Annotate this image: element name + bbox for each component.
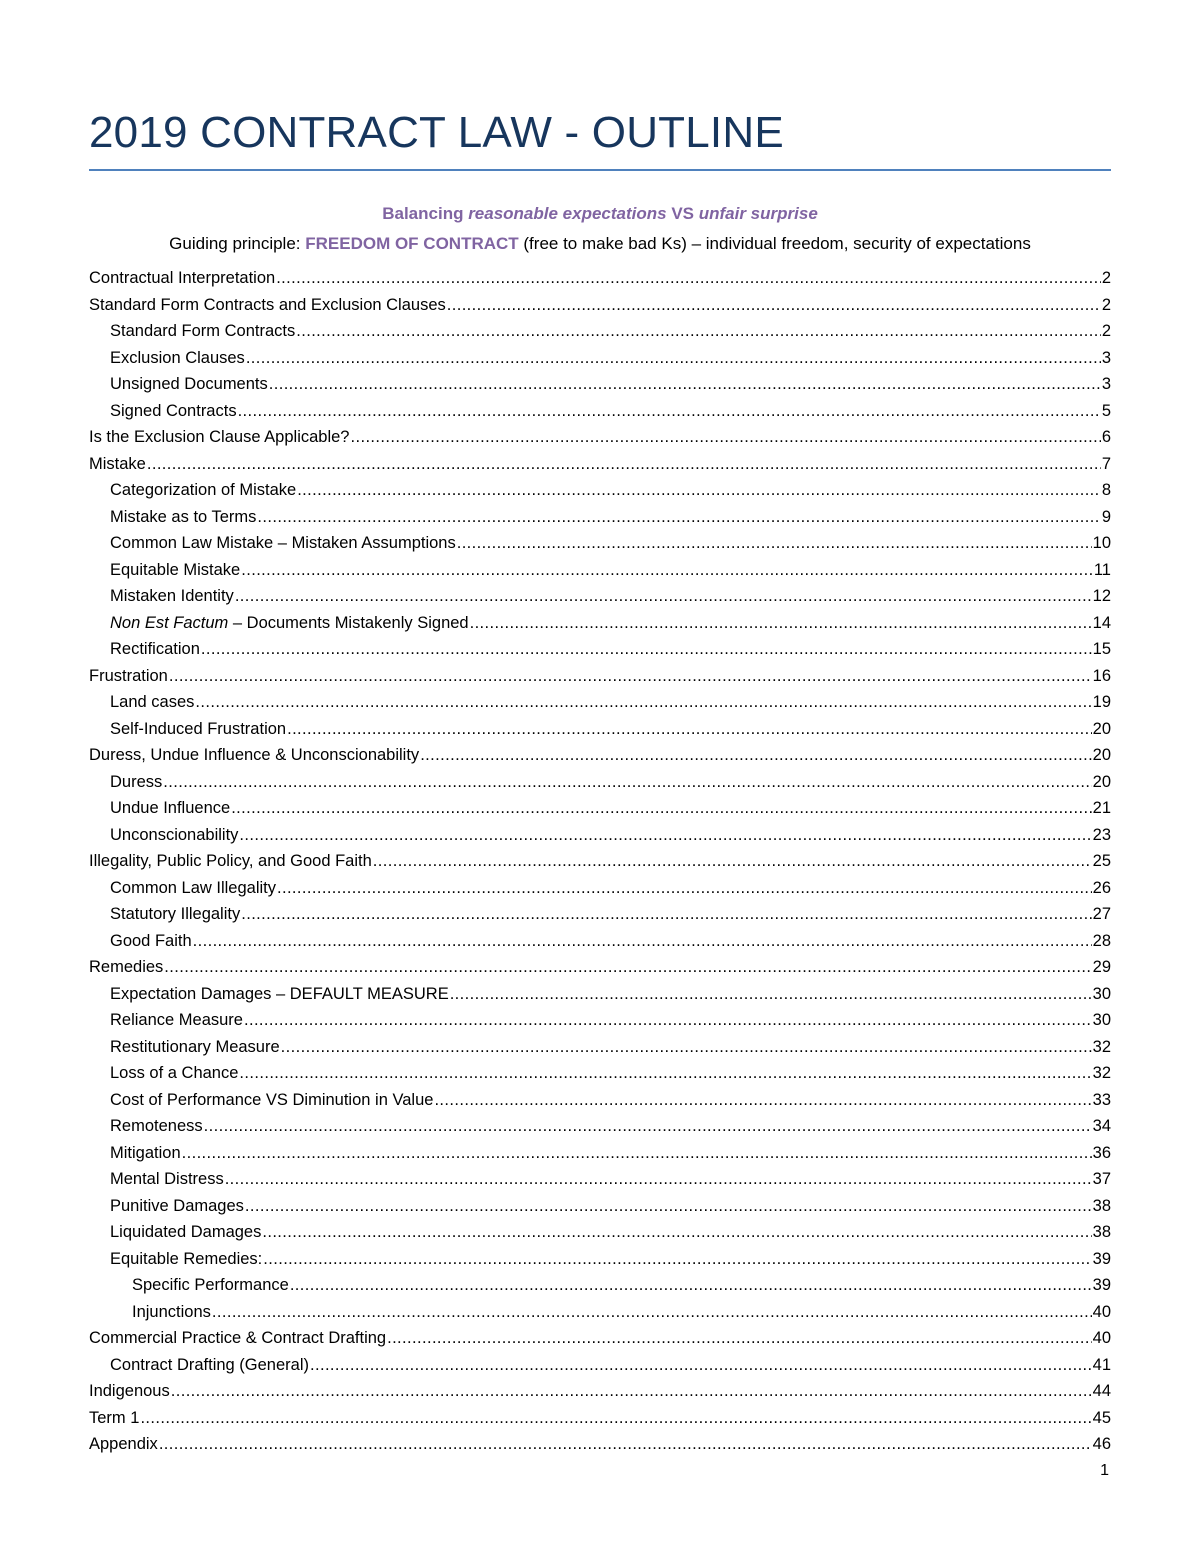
toc-entry-title[interactable] bbox=[110, 345, 245, 372]
toc-entry-title[interactable] bbox=[110, 530, 456, 557]
toc-entry-title[interactable] bbox=[89, 742, 419, 769]
toc-page-number[interactable]: 8 bbox=[1101, 481, 1111, 499]
toc-page-number[interactable]: 20 bbox=[1092, 772, 1111, 791]
page-number: 1 bbox=[1100, 1462, 1109, 1479]
toc-dot-leader bbox=[231, 795, 1091, 822]
toc-entry[interactable] bbox=[89, 1405, 1111, 1432]
toc-entry-text: Common Law Mistake – Mistaken Assumptions bbox=[110, 534, 456, 552]
toc-entry[interactable] bbox=[89, 265, 1111, 292]
toc-dot-leader bbox=[238, 398, 1101, 425]
toc-entry-title[interactable] bbox=[110, 636, 200, 663]
toc-dot-leader bbox=[263, 1246, 1091, 1273]
toc-dot-leader bbox=[193, 928, 1092, 955]
principle-accent: FREEDOM OF CONTRACT bbox=[305, 234, 519, 253]
subtitle bbox=[0, 204, 1200, 224]
toc-dot-leader bbox=[470, 610, 1092, 637]
toc-entry-title[interactable] bbox=[89, 265, 275, 292]
toc-page-number[interactable]: 12 bbox=[1092, 587, 1111, 605]
toc-entry-title[interactable] bbox=[110, 583, 234, 610]
toc-page-number[interactable]: 28 bbox=[1092, 931, 1111, 950]
toc-entry-text: Duress, Undue Influence & Unconscionability bbox=[89, 746, 420, 764]
toc-entry-title[interactable] bbox=[89, 1405, 139, 1432]
toc-entry-title[interactable] bbox=[110, 318, 295, 345]
toc-page-number[interactable]: 39 bbox=[1092, 1276, 1111, 1294]
toc-entry-title[interactable] bbox=[89, 292, 446, 319]
guiding-principle bbox=[0, 234, 1200, 254]
toc-entry-title[interactable] bbox=[89, 954, 163, 981]
toc-page-number[interactable]: 29 bbox=[1092, 958, 1111, 976]
title-underline bbox=[89, 169, 1111, 171]
toc-dot-leader bbox=[171, 1378, 1092, 1405]
toc-entry-separator: – bbox=[228, 613, 247, 632]
toc-entry-title[interactable] bbox=[110, 928, 192, 955]
toc-entry[interactable] bbox=[89, 398, 1111, 425]
toc-dot-leader bbox=[244, 1007, 1092, 1034]
toc-page-number[interactable]: 38 bbox=[1092, 1196, 1111, 1215]
toc-entry[interactable] bbox=[89, 530, 1111, 557]
toc-entry[interactable] bbox=[89, 1325, 1111, 1352]
toc-dot-leader bbox=[373, 848, 1092, 875]
toc-page-number[interactable]: 39 bbox=[1092, 1249, 1111, 1268]
toc-entry-text: Restitutionary Measure bbox=[110, 1037, 280, 1056]
toc-entry-text: Mitigation bbox=[110, 1143, 181, 1162]
toc-dot-leader bbox=[420, 742, 1091, 769]
toc-entry-title[interactable] bbox=[110, 822, 238, 849]
toc-entry[interactable] bbox=[89, 292, 1111, 319]
toc-dot-leader bbox=[281, 1034, 1092, 1061]
toc-entry-title[interactable] bbox=[110, 1246, 262, 1273]
toc-entry-title[interactable] bbox=[89, 1378, 170, 1405]
toc-entry-title[interactable] bbox=[89, 424, 350, 451]
toc-dot-leader bbox=[351, 424, 1101, 451]
toc-entry-title[interactable] bbox=[89, 451, 146, 478]
toc-entry-text: Equitable Remedies: bbox=[110, 1249, 263, 1268]
toc-entry-text: Self-Induced Frustration bbox=[110, 719, 287, 738]
toc-entry-text: Expectation Damages – DEFAULT MEASURE bbox=[110, 984, 449, 1003]
toc-entry-title[interactable] bbox=[110, 477, 296, 504]
toc-entry-text: Good Faith bbox=[110, 931, 192, 950]
toc-entry[interactable] bbox=[89, 769, 1111, 796]
toc-entry-title[interactable] bbox=[89, 663, 168, 690]
subtitle-middle: VS bbox=[666, 204, 699, 223]
toc-entry[interactable] bbox=[89, 1060, 1111, 1087]
toc-dot-leader bbox=[246, 345, 1101, 372]
toc-entry[interactable] bbox=[89, 610, 1111, 637]
table-of-contents bbox=[89, 265, 1111, 1458]
toc-entry-text: Liquidated Damages bbox=[110, 1223, 262, 1241]
toc-entry[interactable] bbox=[89, 1034, 1111, 1061]
toc-page-number[interactable]: 5 bbox=[1101, 401, 1111, 420]
toc-entry[interactable] bbox=[89, 981, 1111, 1008]
toc-entry-title[interactable] bbox=[110, 769, 162, 796]
toc-entry-text: Mistake as to Terms bbox=[110, 507, 257, 526]
toc-page-number[interactable]: 20 bbox=[1092, 746, 1111, 764]
toc-page-number[interactable]: 26 bbox=[1092, 878, 1111, 897]
toc-dot-leader bbox=[147, 451, 1101, 478]
toc-entry-text: Documents Mistakenly Signed bbox=[246, 613, 469, 632]
toc-entry[interactable] bbox=[89, 716, 1111, 743]
toc-entry-title[interactable] bbox=[110, 1352, 309, 1379]
toc-entry-text: Standard Form Contracts bbox=[110, 322, 296, 340]
toc-page-number[interactable]: 19 bbox=[1092, 693, 1111, 711]
toc-dot-leader bbox=[163, 769, 1091, 796]
toc-page-number[interactable]: 15 bbox=[1092, 640, 1111, 658]
toc-entry[interactable] bbox=[89, 583, 1111, 610]
toc-page-number[interactable]: 44 bbox=[1092, 1382, 1111, 1400]
toc-entry[interactable] bbox=[89, 636, 1111, 663]
toc-page-number[interactable]: 27 bbox=[1092, 905, 1111, 923]
toc-page-number[interactable]: 10 bbox=[1092, 534, 1111, 552]
toc-entry[interactable] bbox=[89, 1378, 1111, 1405]
toc-entry-text: Mistaken Identity bbox=[110, 587, 234, 605]
toc-page-number[interactable]: 20 bbox=[1092, 719, 1111, 738]
toc-entry[interactable] bbox=[89, 1087, 1111, 1114]
toc-entry[interactable] bbox=[89, 875, 1111, 902]
toc-entry-text: Term 1 bbox=[89, 1408, 140, 1427]
toc-dot-leader bbox=[257, 504, 1100, 531]
toc-entry-text: Contractual Interpretation bbox=[89, 269, 276, 287]
toc-dot-leader bbox=[296, 318, 1101, 345]
toc-entry[interactable] bbox=[89, 1219, 1111, 1246]
toc-page-number[interactable]: 38 bbox=[1092, 1223, 1111, 1241]
toc-dot-leader bbox=[201, 636, 1092, 663]
subtitle-term-2: unfair surprise bbox=[698, 204, 818, 223]
toc-entry-title[interactable] bbox=[110, 981, 449, 1008]
toc-entry-text: Commercial Practice & Contract Drafting bbox=[89, 1329, 387, 1347]
toc-entry-title[interactable] bbox=[110, 557, 240, 584]
toc-entry-title[interactable] bbox=[110, 504, 256, 531]
toc-dot-leader bbox=[297, 477, 1101, 504]
toc-page-number[interactable]: 46 bbox=[1092, 1435, 1111, 1453]
toc-page-number[interactable]: 45 bbox=[1092, 1408, 1111, 1427]
toc-entry-text: Unsigned Documents bbox=[110, 375, 268, 393]
toc-dot-leader bbox=[225, 1166, 1092, 1193]
toc-dot-leader bbox=[269, 371, 1101, 398]
toc-entry[interactable] bbox=[89, 371, 1111, 398]
toc-entry-text: Exclusion Clauses bbox=[110, 348, 245, 367]
toc-dot-leader bbox=[182, 1140, 1092, 1167]
toc-entry-text: Land cases bbox=[110, 693, 195, 711]
toc-page-number[interactable]: 32 bbox=[1092, 1064, 1111, 1082]
toc-dot-leader bbox=[169, 663, 1092, 690]
toc-entry[interactable] bbox=[89, 1007, 1111, 1034]
toc-entry[interactable] bbox=[89, 345, 1111, 372]
toc-entry[interactable] bbox=[89, 795, 1111, 822]
toc-entry-text: Categorization of Mistake bbox=[110, 481, 297, 499]
toc-dot-leader bbox=[239, 822, 1091, 849]
toc-entry[interactable] bbox=[89, 1140, 1111, 1167]
toc-entry-text: Reliance Measure bbox=[110, 1011, 243, 1029]
toc-entry-text: Injunctions bbox=[132, 1302, 211, 1321]
document-title: 2019 CONTRACT LAW - OUTLINE bbox=[89, 108, 784, 157]
toc-dot-leader bbox=[212, 1299, 1092, 1326]
toc-entry[interactable] bbox=[89, 822, 1111, 849]
toc-entry-text: Mental Distress bbox=[110, 1170, 224, 1188]
toc-entry-title[interactable] bbox=[110, 875, 276, 902]
toc-page-number[interactable]: 32 bbox=[1092, 1037, 1111, 1056]
toc-page-number[interactable]: 2 bbox=[1101, 295, 1111, 314]
toc-entry[interactable] bbox=[89, 1193, 1111, 1220]
subtitle-term-1: reasonable expectations bbox=[468, 204, 667, 223]
toc-page-number[interactable]: 33 bbox=[1092, 1090, 1111, 1109]
toc-entry-text: Statutory Illegality bbox=[110, 905, 241, 923]
toc-dot-leader bbox=[159, 1431, 1092, 1458]
toc-entry-text: Rectification bbox=[110, 640, 200, 658]
toc-entry[interactable] bbox=[89, 1246, 1111, 1273]
toc-entry-text: Signed Contracts bbox=[110, 401, 237, 420]
toc-entry-title[interactable] bbox=[110, 1193, 244, 1220]
toc-entry-title[interactable] bbox=[110, 1087, 433, 1114]
toc-dot-leader bbox=[276, 265, 1101, 292]
toc-dot-leader bbox=[164, 954, 1091, 981]
toc-page-number[interactable]: 3 bbox=[1101, 375, 1111, 393]
toc-entry[interactable] bbox=[89, 504, 1111, 531]
toc-page-number[interactable]: 7 bbox=[1101, 454, 1111, 473]
toc-entry-text: Equitable Mistake bbox=[110, 560, 241, 579]
toc-entry-text: Unconscionability bbox=[110, 825, 239, 844]
toc-page-number[interactable]: 11 bbox=[1093, 560, 1111, 579]
toc-entry[interactable] bbox=[89, 848, 1111, 875]
toc-dot-leader bbox=[450, 981, 1092, 1008]
toc-entry-italic-prefix: Non Est Factum bbox=[110, 613, 229, 632]
toc-entry[interactable] bbox=[89, 1431, 1111, 1458]
toc-entry-title[interactable] bbox=[110, 398, 237, 425]
toc-entry-text: Duress bbox=[110, 772, 163, 791]
toc-entry-title[interactable] bbox=[110, 689, 194, 716]
toc-entry-title[interactable] bbox=[89, 1325, 386, 1352]
principle-label: Guiding principle: bbox=[169, 234, 306, 253]
toc-entry-text: Appendix bbox=[89, 1435, 158, 1453]
toc-page-number[interactable]: 2 bbox=[1101, 322, 1111, 340]
toc-dot-leader bbox=[277, 875, 1092, 902]
toc-entry[interactable] bbox=[89, 1352, 1111, 1379]
toc-entry[interactable] bbox=[89, 1166, 1111, 1193]
toc-dot-leader bbox=[290, 1272, 1092, 1299]
toc-page-number[interactable]: 6 bbox=[1101, 428, 1111, 446]
toc-entry[interactable] bbox=[89, 557, 1111, 584]
toc-entry-title[interactable] bbox=[89, 848, 372, 875]
toc-entry-text: Undue Influence bbox=[110, 799, 231, 817]
toc-entry[interactable] bbox=[89, 663, 1111, 690]
toc-entry-title[interactable] bbox=[132, 1272, 289, 1299]
toc-dot-leader bbox=[140, 1405, 1091, 1432]
toc-entry[interactable] bbox=[89, 901, 1111, 928]
toc-page-number[interactable]: 14 bbox=[1092, 613, 1111, 632]
toc-entry-title[interactable] bbox=[110, 1140, 181, 1167]
toc-entry-text: Common Law Illegality bbox=[110, 878, 276, 897]
toc-entry-title[interactable] bbox=[110, 1007, 243, 1034]
toc-page-number[interactable]: 41 bbox=[1092, 1355, 1111, 1374]
toc-entry-text: Loss of a Chance bbox=[110, 1064, 239, 1082]
toc-entry[interactable] bbox=[89, 424, 1111, 451]
toc-entry-title[interactable] bbox=[110, 371, 268, 398]
subtitle-prefix: Balancing bbox=[382, 204, 469, 223]
toc-entry-title[interactable] bbox=[110, 901, 240, 928]
toc-dot-leader bbox=[457, 530, 1092, 557]
toc-entry-text: Remoteness bbox=[110, 1117, 203, 1135]
toc-dot-leader bbox=[204, 1113, 1092, 1140]
toc-entry[interactable] bbox=[89, 689, 1111, 716]
toc-entry-title[interactable] bbox=[110, 795, 230, 822]
toc-dot-leader bbox=[239, 1060, 1091, 1087]
toc-page-number[interactable]: 21 bbox=[1092, 799, 1111, 817]
toc-entry-text: Punitive Damages bbox=[110, 1196, 244, 1215]
toc-page-number[interactable]: 25 bbox=[1092, 852, 1111, 870]
toc-page-number[interactable]: 23 bbox=[1092, 825, 1111, 844]
toc-dot-leader bbox=[235, 583, 1092, 610]
toc-entry-text: Contract Drafting (General) bbox=[110, 1355, 309, 1374]
toc-dot-leader bbox=[387, 1325, 1092, 1352]
toc-page-number[interactable]: 36 bbox=[1092, 1143, 1111, 1162]
toc-entry[interactable] bbox=[89, 1272, 1111, 1299]
toc-page-number[interactable]: 30 bbox=[1092, 1011, 1111, 1029]
toc-entry[interactable] bbox=[89, 318, 1111, 345]
toc-entry-title[interactable] bbox=[110, 1166, 224, 1193]
toc-dot-leader bbox=[195, 689, 1091, 716]
toc-dot-leader bbox=[434, 1087, 1091, 1114]
toc-page-number[interactable]: 30 bbox=[1092, 984, 1111, 1003]
toc-entry-text: Mistake bbox=[89, 454, 146, 473]
toc-dot-leader bbox=[287, 716, 1092, 743]
toc-dot-leader bbox=[310, 1352, 1092, 1379]
toc-entry-text: Frustration bbox=[89, 666, 168, 685]
toc-page-number[interactable]: 9 bbox=[1101, 507, 1111, 526]
toc-page-number[interactable]: 3 bbox=[1101, 348, 1111, 367]
toc-entry[interactable] bbox=[89, 954, 1111, 981]
toc-entry-title[interactable] bbox=[110, 610, 469, 637]
toc-page-number[interactable]: 2 bbox=[1101, 269, 1111, 287]
toc-entry-text: Cost of Performance VS Diminution in Value bbox=[110, 1090, 434, 1109]
toc-entry-text: Specific Performance bbox=[132, 1276, 289, 1294]
toc-entry[interactable] bbox=[89, 451, 1111, 478]
toc-entry-title[interactable] bbox=[89, 1431, 158, 1458]
toc-dot-leader bbox=[262, 1219, 1091, 1246]
toc-entry[interactable] bbox=[89, 1299, 1111, 1326]
toc-entry-title[interactable] bbox=[132, 1299, 211, 1326]
toc-dot-leader bbox=[447, 292, 1101, 319]
toc-dot-leader bbox=[241, 557, 1093, 584]
toc-page-number[interactable]: 40 bbox=[1092, 1302, 1111, 1321]
toc-entry-text: Indigenous bbox=[89, 1382, 170, 1400]
toc-entry-title[interactable] bbox=[110, 1219, 261, 1246]
toc-entry-text: Illegality, Public Policy, and Good Faith bbox=[89, 852, 372, 870]
toc-page-number[interactable]: 34 bbox=[1092, 1117, 1111, 1135]
toc-page-number[interactable]: 40 bbox=[1092, 1329, 1111, 1347]
toc-entry-text: Remedies bbox=[89, 958, 164, 976]
toc-dot-leader bbox=[241, 901, 1091, 928]
toc-entry-title[interactable] bbox=[110, 716, 286, 743]
toc-entry-text: Is the Exclusion Clause Applicable? bbox=[89, 428, 350, 446]
toc-dot-leader bbox=[245, 1193, 1092, 1220]
toc-page-number[interactable]: 37 bbox=[1092, 1170, 1111, 1188]
toc-entry[interactable] bbox=[89, 928, 1111, 955]
toc-entry-text: Standard Form Contracts and Exclusion Clauses bbox=[89, 295, 446, 314]
toc-entry-title[interactable] bbox=[110, 1034, 280, 1061]
toc-entry[interactable] bbox=[89, 477, 1111, 504]
toc-entry-title[interactable] bbox=[110, 1113, 203, 1140]
toc-page-number[interactable]: 16 bbox=[1092, 666, 1111, 685]
toc-entry[interactable] bbox=[89, 742, 1111, 769]
toc-entry[interactable] bbox=[89, 1113, 1111, 1140]
toc-entry-title[interactable] bbox=[110, 1060, 238, 1087]
principle-rest: (free to make bad Ks) – individual freedom, security of expectations bbox=[518, 234, 1031, 253]
